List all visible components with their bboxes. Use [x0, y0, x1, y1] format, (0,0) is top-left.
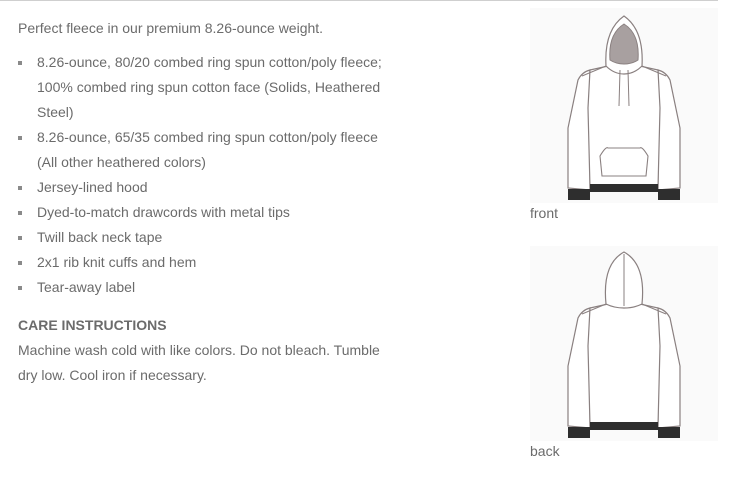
bullet-icon: [18, 261, 22, 265]
feature-item: [18, 275, 388, 300]
bullet-icon: [18, 136, 22, 140]
hoodie-front-icon: [530, 8, 718, 203]
front-caption: front: [530, 205, 559, 221]
feature-text: Tear-away label: [37, 279, 136, 295]
description-intro: Perfect fleece in our premium 8.26-ounce weight.: [18, 20, 324, 36]
feature-item: [18, 225, 388, 250]
feature-item: [18, 200, 388, 225]
feature-item: [18, 50, 388, 125]
feature-item: [18, 125, 388, 175]
feature-text: 8.26-ounce, 80/20 combed ring spun cotton/poly fleece; 100% combed ring spun cotton face (Solids, Heathered Steel): [37, 54, 382, 120]
product-description: [18, 16, 388, 388]
feature-text: 2x1 rib knit cuffs and hem: [37, 254, 197, 270]
feature-list: [18, 50, 388, 300]
feature-text: 8.26-ounce, 65/35 combed ring spun cotton/poly fleece (All other heathered colors): [37, 129, 378, 170]
feature-text: Dyed-to-match drawcords with metal tips: [37, 204, 290, 220]
feature-text: Twill back neck tape: [37, 229, 163, 245]
hoodie-back-icon: [530, 246, 718, 441]
front-view: [530, 8, 718, 221]
bullet-icon: [18, 186, 22, 190]
bullet-icon: [18, 211, 22, 215]
feature-item: [18, 175, 388, 200]
bullet-icon: [18, 61, 22, 65]
back-caption: back: [530, 443, 560, 459]
care-instructions-text: Machine wash cold with like colors. Do not bleach. Tumble dry low. Cool iron if necessary.: [18, 342, 380, 383]
bullet-icon: [18, 236, 22, 240]
bullet-icon: [18, 286, 22, 290]
care-instructions-heading: CARE INSTRUCTIONS: [18, 317, 167, 333]
feature-item: [18, 250, 388, 275]
feature-text: Jersey-lined hood: [37, 179, 148, 195]
back-view: [530, 246, 718, 459]
top-divider: [0, 0, 718, 1]
